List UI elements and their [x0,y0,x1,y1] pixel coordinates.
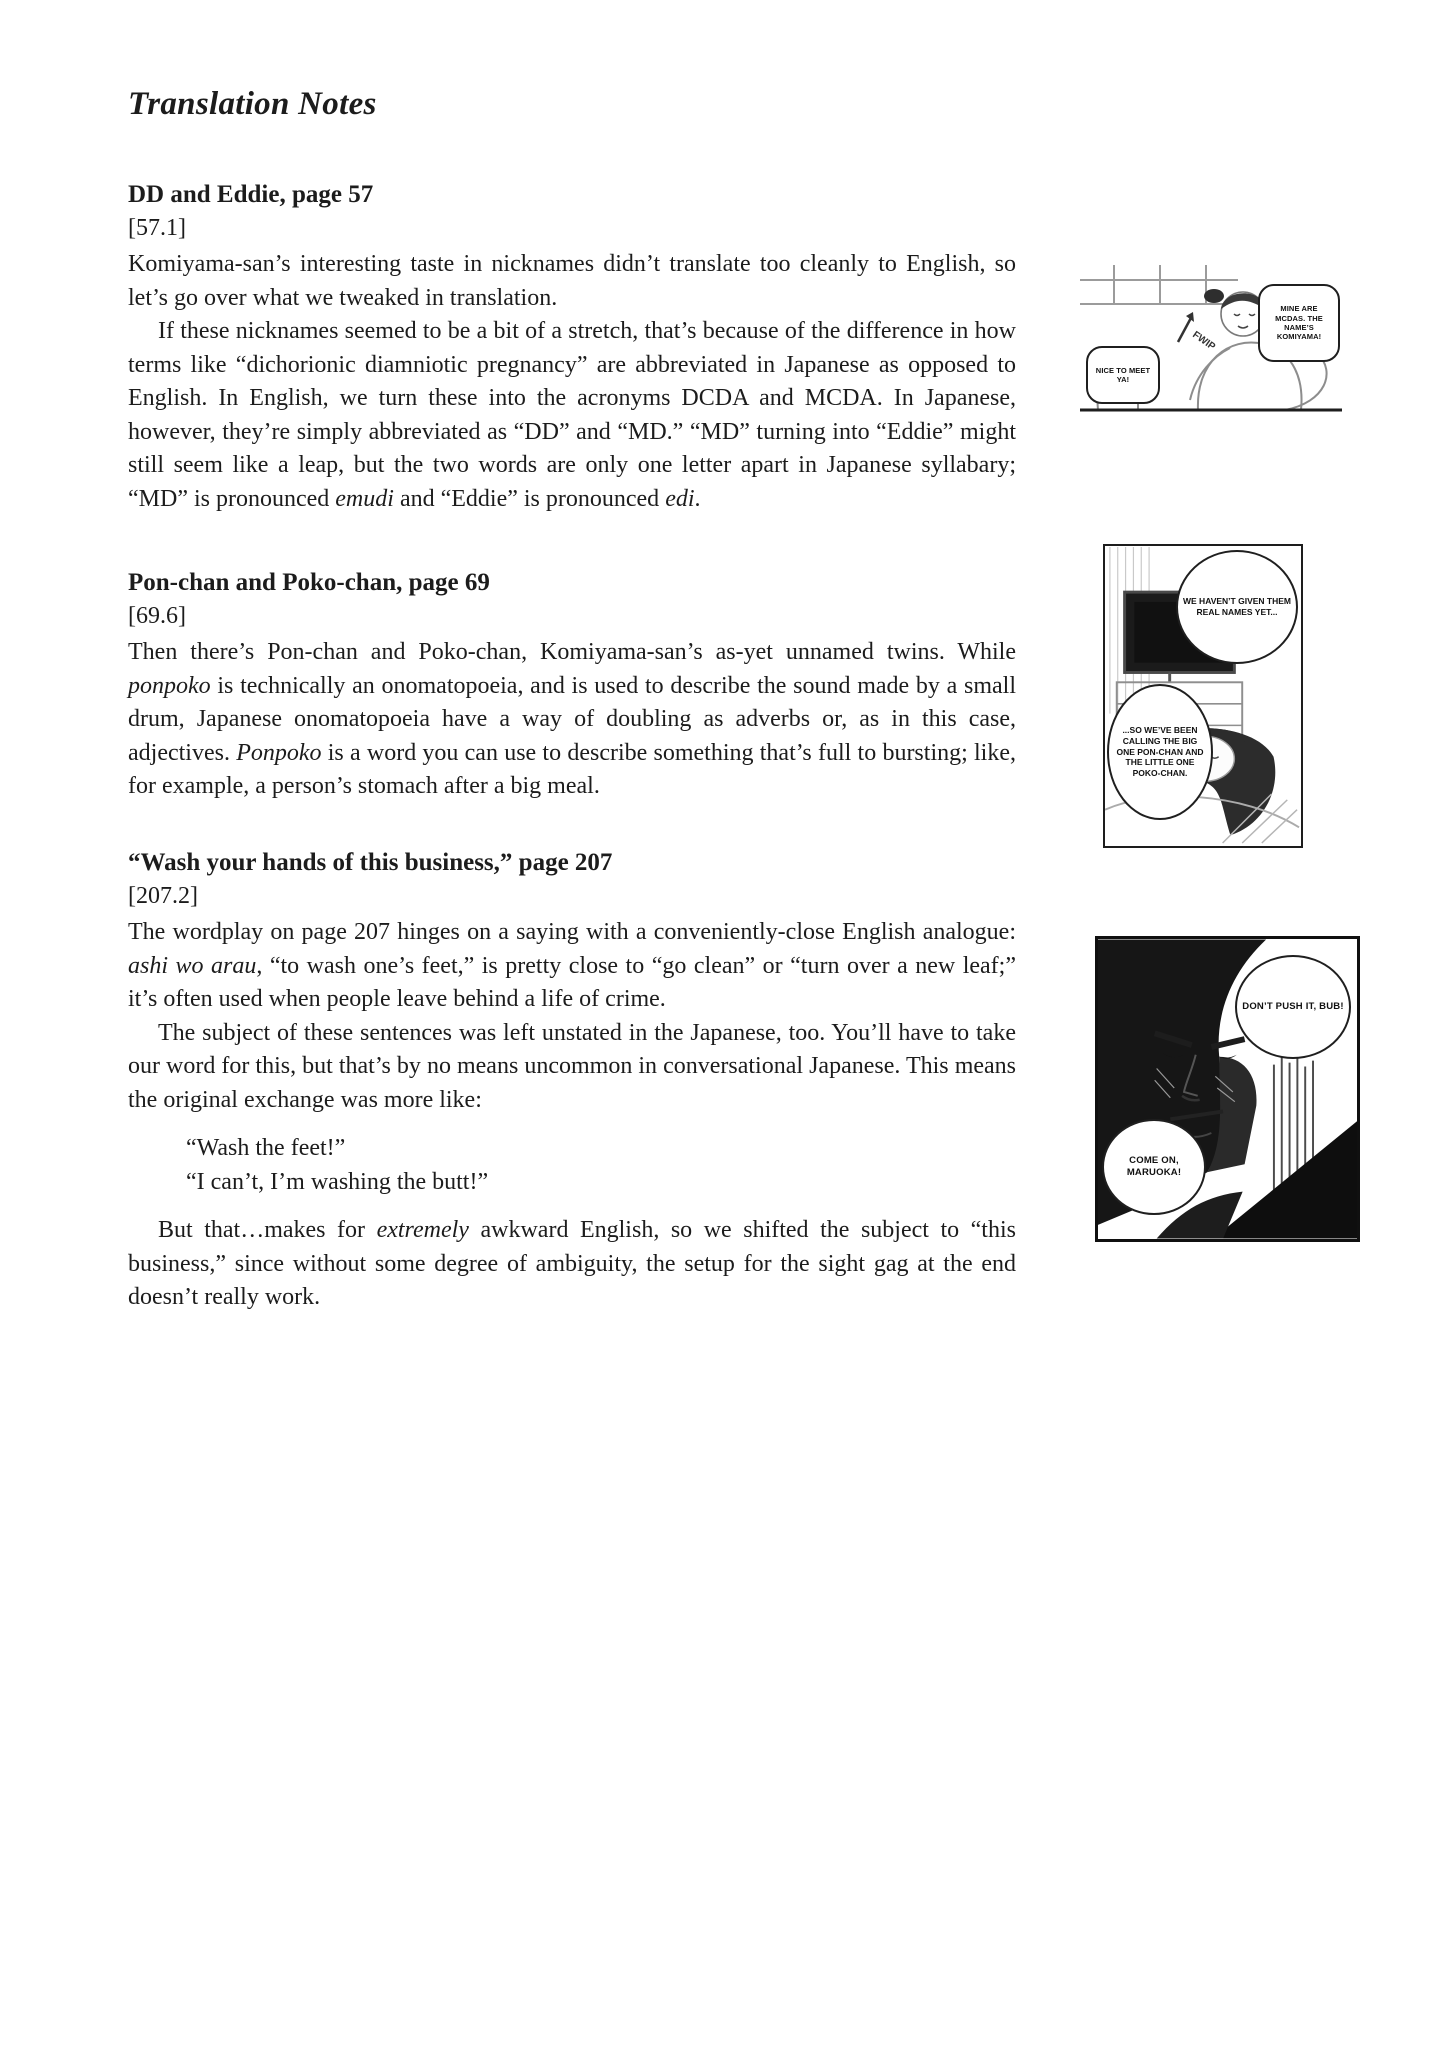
panel-reference: [57.1] [128,215,186,241]
manga-panel-komiyama [1080,260,1342,412]
speech-bubble: WE HAVEN’T GIVEN THEM REAL NAMES YET... [1176,550,1298,664]
section-heading: Pon-chan and Poko-chan, page 69 [128,569,490,596]
speech-bubble: MINE ARE MCDAS. THE NAME’S KOMIYAMA! [1258,284,1340,362]
manga-panel-maruoka [1095,936,1360,1242]
section-heading: DD and Eddie, page 57 [128,181,374,208]
section-dd-and-eddie [128,180,1016,516]
body-paragraph: The subject of these sentences was left unstated in the Japanese, too. You’ll have to take our word for this, but that’s by no means uncommon in conversational Japanese. This means the original exchange was more like: [128,1019,1016,1113]
body-paragraph: But that…makes for extremely awkward English, so we shifted the subject to “this business,” since without some degree of ambiguity, the setup for the sight gag at the end doesn’t really work. [128,1217,1016,1310]
sfx-fwip: FWIP [1190,329,1218,353]
section-heading: “Wash your hands of this business,” page 207 [128,849,613,876]
dialogue-quote-block [186,1132,1016,1199]
speech-bubble: ...SO WE’VE BEEN CALLING THE BIG ONE PON-CHAN AND THE LITTLE ONE POKO-CHAN. [1107,684,1213,820]
panel-reference: [207.2] [128,883,198,909]
speech-bubble: DON’T PUSH IT, BUB! [1235,955,1351,1059]
quote-line: “I can’t, I’m washing the butt!” [186,1168,489,1195]
body-paragraph: Komiyama-san’s interesting taste in nicknames didn’t translate too cleanly to English, so let’s go over what we tweaked in translation. [128,251,1016,311]
section-pon-chan-poko-chan [128,568,1016,804]
body-paragraph: Then there’s Pon-chan and Poko-chan, Komiyama-san’s as-yet unnamed twins. While ponpoko is technically an onomatopoeia, and is used to describe the sound made by a small drum, Japanese onomatopoeia have a way of doubling as adverbs or, as in this case, adjectives. Ponpoko is a word you can use to describe something that’s full to bursting; like, for example, a person’s stomach after a big meal. [128,639,1016,799]
page-title: Translation Notes [128,86,377,122]
speech-bubble: NICE TO MEET YA! [1086,346,1160,404]
body-paragraph: If these nicknames seemed to be a bit of a stretch, that’s because of the difference in how terms like “dichorionic diamniotic pregnancy” are abbreviated in Japanese as opposed to English. In English, we turn these into the acronyms DCDA and MCDA. In Japanese, however, they’re simply abbreviated as “DD” and “MD.” “MD” turning into “Eddie” might still seem like a leap, but the two words are only one letter apart in Japanese syllabary; “MD” is pronounced emudi and “Eddie” is pronounced edi. [128,318,1016,512]
speech-bubble: COME ON, MARUOKA! [1102,1119,1206,1215]
body-paragraph: The wordplay on page 207 hinges on a saying with a conveniently-close English analogue: ashi wo arau, “to wash one’s feet,” is pretty close to “go clean” or “turn over a new leaf;” it’s often used when people leave behind a life of crime. [128,919,1016,1012]
section-wash-your-hands [128,848,1016,1315]
quote-line: “Wash the feet!” [186,1135,346,1161]
panel-reference: [69.6] [128,603,186,629]
manga-panel-bedroom [1103,544,1303,848]
